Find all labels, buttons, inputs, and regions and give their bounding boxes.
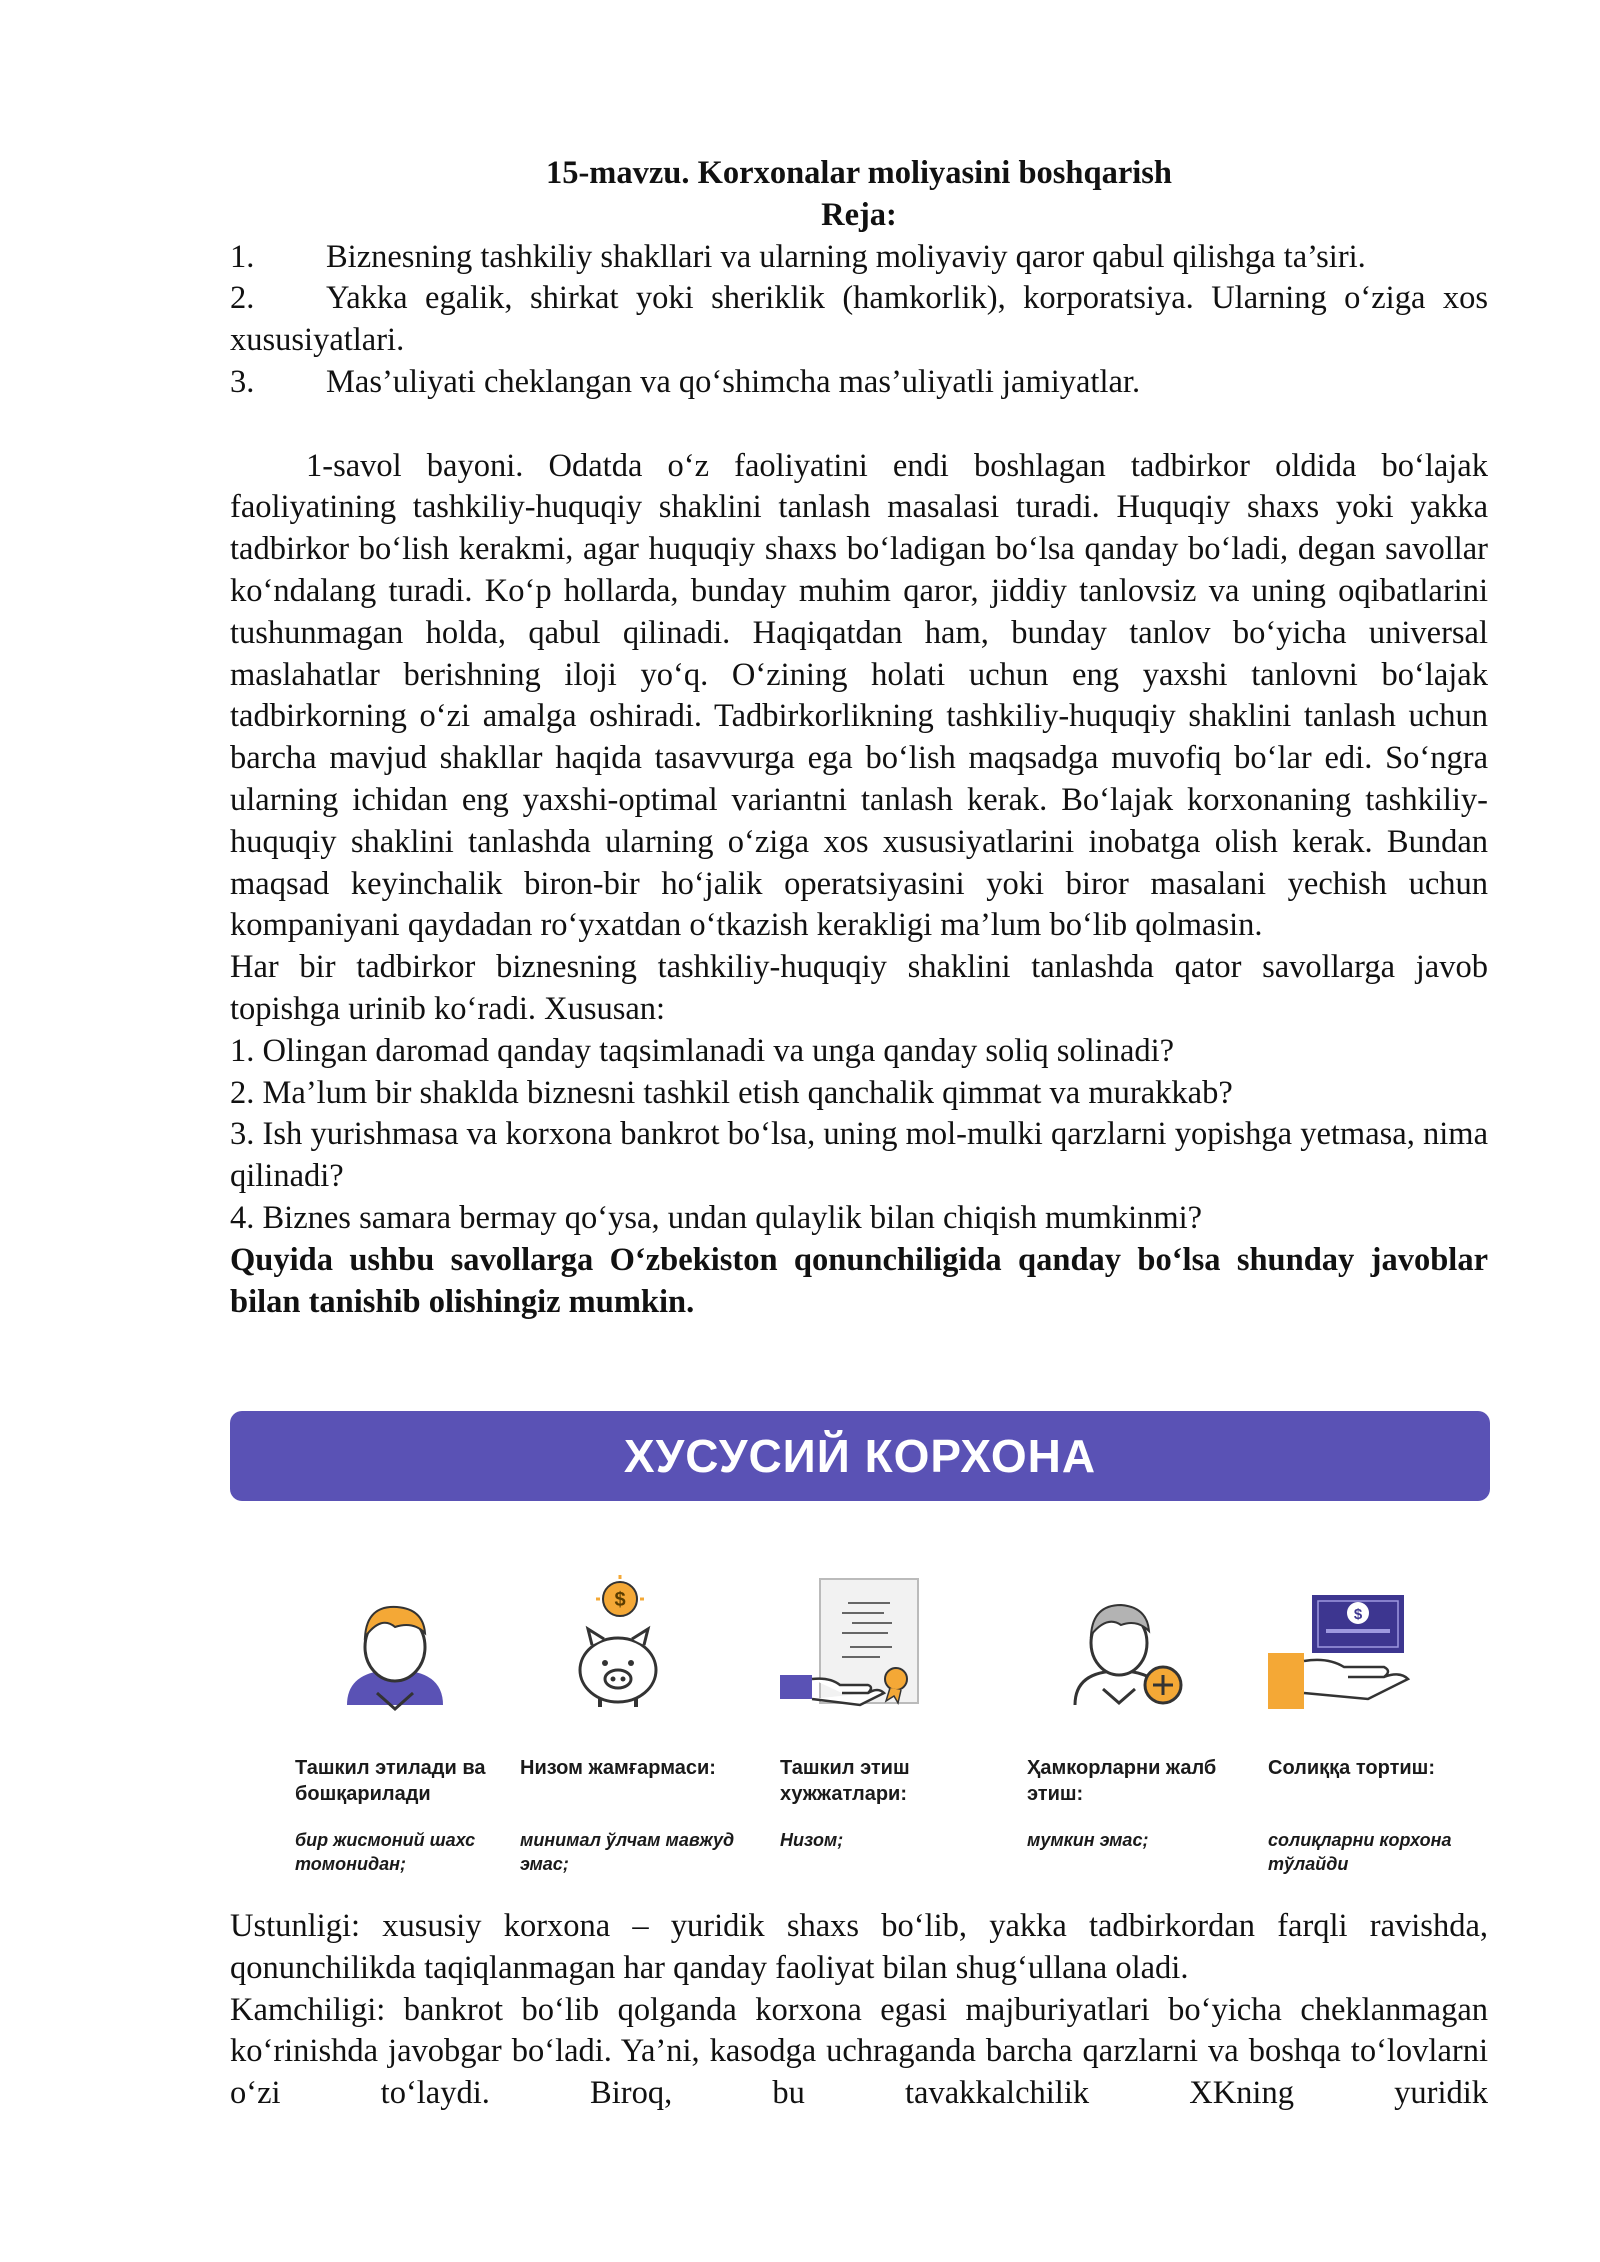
advantage-paragraph: Ustunligi: xususiy korxona – yuridik shaxs bo‘lib, yakka tadbirkordan farqli ravishda, qonunchilikda taqiqlanmagan har qanday faoliyat bilan shug‘ullana oladi. — [230, 1908, 1488, 1986]
info-column — [1268, 1575, 1508, 1874]
plan-item-text: Mas’uliyati cheklangan va qo‘shimcha mas’uliyatli jamiyatlar. — [326, 363, 1141, 400]
banner-title: ХУСУСИЙ КОРХОНА — [623, 1430, 1097, 1482]
plan-item-number: 2. — [230, 280, 255, 317]
info-value: Низом; — [780, 1830, 844, 1850]
paragraph-questions-intro: Har bir tadbirkor biznesning tashkiliy-huquqiy shaklini tanlashda qator savollarga javob topishga urinib ko‘radi. Xususan: — [230, 949, 1488, 1027]
plan-item-text: Yakka egalik, shirkat yoki sheriklik (hamkorlik), korporatsiya. Ularning o‘ziga xos xususiyatlari. — [230, 280, 1488, 359]
info-label: Ташкил этиш хужжатлари: — [780, 1757, 910, 1805]
top-text-section — [230, 153, 1488, 1323]
plan-item-number: 3. — [230, 363, 255, 400]
info-column — [295, 1575, 535, 1874]
paragraph-intro: 1-savol bayoni. Odatda o‘z faoliyatini endi boshlagan tadbirkor oldida bo‘lajak faoliyatining tashkiliy-huquqiy shaklini tanlash masalasi turadi. Huquqiy shaxs yoki yakka tadbirkor bo‘lish kerakmi, agar huquqiy shaxs bo‘ladigan bo‘lsa qanday bo‘ladi, degan savollar ko‘ndalang turadi. Ko‘p hollarda, bunday muhim qaror, jiddiy tanlovsiz va uning oqibatlarini tushunmagan holda, qabul qilinadi. Haqiqatdan ham, bunday tanlov bo‘yicha universal maslahatlar berishning iloji yo‘q. O‘zining holati uchun eng yaxshi tanlovni bo‘lajak tadbirkorning o‘zi amalga oshiradi. Tadbirkorlikning tashkiliy-huquqiy shaklini tanlash uchun barcha mavjud shakllar haqida tasavvurga ega bo‘lish maqsadga muvofiq bo‘lar edi. So‘ngra ularning ichidan eng yaxshi-optimal variantni tanlash kerak. Bo‘lajak korxonaning tashkiliy-huquqiy shaklini tanlashda ularning o‘ziga xos xususiyatlarini inobatga olish kerak. Bundan maqsad keyinchalik biron-bir ho‘jalik operatsiyasini yoki biror masalani yechish uchun kompaniyani qaydadan ro‘yxatdan o‘tkazish kerakligi ma’lum bo‘lib qolmasin. — [230, 447, 1488, 944]
info-label: Низом жамғармаси: — [520, 1757, 716, 1779]
info-label: Ҳамкорларни жалб этиш: — [1027, 1757, 1217, 1805]
disadvantage-paragraph: Kamchiligi: bankrot bo‘lib qolganda korxona egasi majburiyatlari bo‘yicha cheklanmagan ko‘rinishda javobgar bo‘ladi. Ya’ni, kasodga uchraganda barcha qarzlarni va boshqa to‘lovlarni o‘zi to‘laydi. Biroq, bu tavakkalchilik XKning yuridik — [230, 1991, 1488, 2112]
info-value: минимал ўлчам мавжуд эмас; — [520, 1830, 735, 1874]
question-item: 4. Biznes samara bermay qo‘ysa, undan qulaylik bilan chiqish mumkinmi? — [230, 1199, 1203, 1236]
info-value: солиқларни корхона тўлайди — [1268, 1830, 1452, 1874]
info-column — [780, 1575, 1020, 1850]
bold-note: Quyida ushbu savollarga O‘zbekiston qonunchiligida qanday bo‘lsa shunday javoblar bilan tanishib olishingiz mumkin. — [230, 1241, 1488, 1320]
money-hand-icon — [1268, 1575, 1418, 1715]
plan-item — [230, 278, 1488, 362]
info-label: Ташкил этилади ва бошқарилади — [295, 1757, 486, 1805]
info-label: Солиққа тортиш: — [1268, 1757, 1435, 1779]
infographic-banner — [230, 1411, 1490, 1501]
info-column — [1027, 1575, 1267, 1850]
svg-text:$: $ — [614, 1589, 626, 1611]
question-item: 1. Olingan daromad qanday taqsimlanadi va unga qanday soliq solinadi? — [230, 1032, 1175, 1069]
question-item: 2. Ma’lum bir shaklda biznesni tashkil etish qanchalik qimmat va murakkab? — [230, 1074, 1233, 1111]
bottom-text-section — [230, 1906, 1488, 2115]
person-icon — [325, 1575, 465, 1715]
svg-text:$: $ — [1353, 1606, 1363, 1623]
plan-heading: Reja: — [821, 196, 897, 233]
plan-item-text: Biznesning tashkiliy shakllari va ularning moliyaviy qaror qabul qilishga ta’siri. — [326, 238, 1366, 275]
question-item: 3. Ish yurishmasa va korxona bankrot bo‘lsa, uning mol-mulki qarzlarni yopishga yetmasa, nima qilinadi? — [230, 1116, 1488, 1195]
plan-item-number: 1. — [230, 238, 255, 275]
plan-item — [230, 362, 1488, 404]
document-title: 15-mavzu. Korxonalar moliyasini boshqarish — [545, 155, 1172, 191]
info-value: мумкин эмас; — [1027, 1830, 1149, 1850]
person-plus-icon — [1057, 1575, 1197, 1715]
document-hand-icon — [780, 1575, 920, 1715]
info-value: бир жисмоний шахс томонидан; — [295, 1830, 476, 1874]
piggy-bank-icon — [550, 1575, 690, 1715]
plan-item — [230, 237, 1488, 279]
info-column — [520, 1575, 760, 1874]
